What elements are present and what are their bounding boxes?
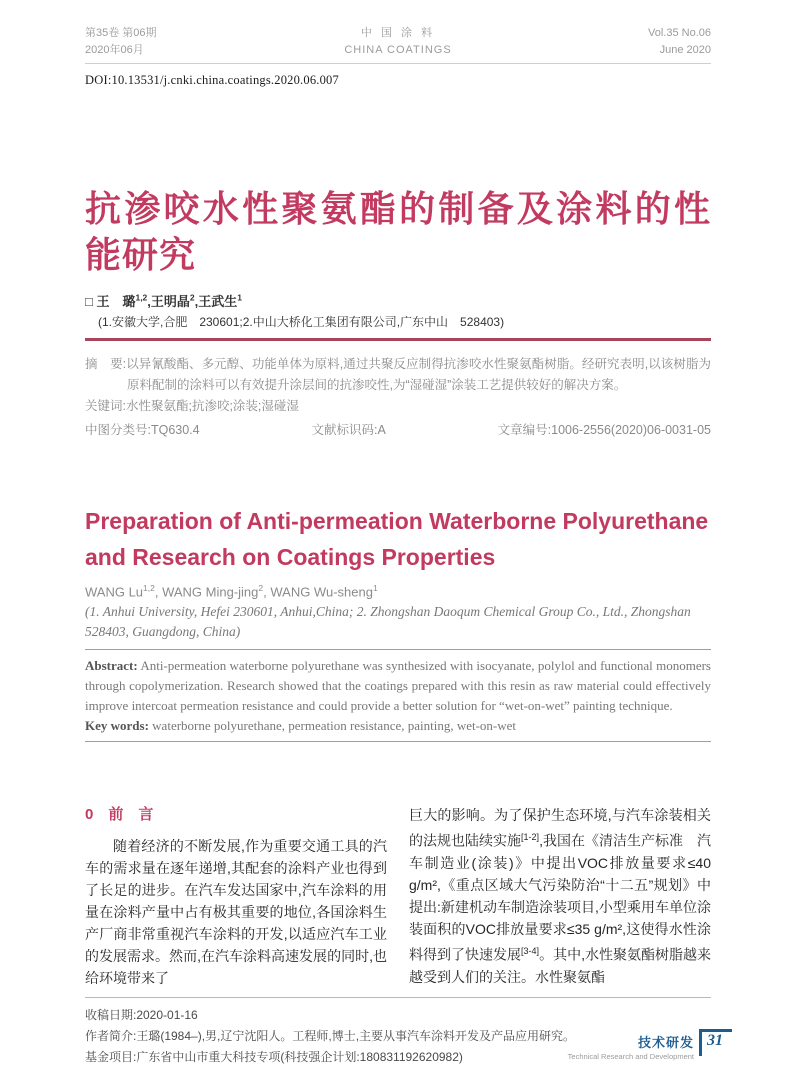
author-en-sup-2: 2: [258, 583, 264, 593]
author-en-1: WANG Lu: [85, 584, 144, 600]
keywords-en: [85, 716, 711, 736]
running-head-volume: [502, 25, 711, 59]
keywords-label-cn: 关键词:: [85, 399, 126, 413]
title-divider-rule: [85, 338, 711, 341]
received-date: 收稿日期:2020-01-16: [85, 1008, 198, 1023]
right-column: [409, 804, 711, 989]
volume-line2: June 2020: [659, 44, 712, 56]
keywords-text-cn: 水性聚氨酯;抗渗咬;涂装;湿碰湿: [125, 399, 299, 413]
page-footer-badge: [568, 1029, 732, 1061]
article-title-cn: 抗渗咬水性聚氨酯的制备及涂料的性能研究: [85, 188, 711, 275]
intro-paragraph-right-1: 巨大的影响。为了保护生态环境,与汽车涂装相关的法规也陆续实施: [409, 807, 711, 849]
journal-name-cn: 中 国 涂 料: [360, 27, 436, 39]
classification-row: [85, 420, 711, 441]
abstract-en: [85, 656, 711, 716]
citation-ref-2: [3-4]: [521, 945, 540, 956]
author-en-sup-1: 1,2: [143, 583, 155, 593]
abstract-bottom-rule: [85, 741, 711, 742]
author-sup-3: 1: [237, 292, 243, 303]
author-sup-2: 2: [189, 292, 195, 303]
author-2: ,王明晶: [147, 294, 190, 309]
issue-line1: 第35卷 第06期: [85, 27, 157, 39]
section-label-en: Technical Research and Development: [567, 1052, 694, 1061]
keywords-text-en: waterborne polyurethane, permeation resistance, painting, wet-on-wet: [148, 718, 517, 734]
author-en-2: , WANG Ming-jing: [154, 584, 259, 600]
author-bio: 作者简介:王璐(1984–),男,辽宁沈阳人。工程师,博士,主要从事汽车涂料开发及产品应用研究。: [85, 1029, 576, 1044]
introduction-section: [85, 804, 711, 989]
author-en-sup-3: 1: [372, 583, 378, 593]
document-code: 文献标识码:A: [311, 423, 386, 437]
author-sup-1: 1,2: [135, 292, 148, 303]
issue-line2: 2020年06月: [85, 44, 144, 56]
article-title-en: Preparation of Anti-permeation Waterborne Polyurethane and Research on Coatings Properties: [85, 508, 709, 570]
affiliation-en: (1. Anhui University, Hefei 230601, Anhui,China; 2. Zhongshan Daoqum Chemical Group Co., Ltd., Zhongshan 528403, Guangdong, China): [85, 604, 691, 640]
author-en-3: , WANG Wu-sheng: [263, 584, 373, 600]
abstract-label-cn: 摘 要:: [85, 357, 127, 371]
abstract-top-rule: [85, 649, 711, 650]
journal-name-en: CHINA COATINGS: [344, 44, 452, 56]
author-3: ,王武生: [194, 294, 238, 309]
section-heading: 0 前 言: [85, 806, 154, 824]
doi-text: DOI:10.13531/j.cnki.china.coatings.2020.06.007: [85, 73, 339, 87]
intro-paragraph-right-3: 。其中,水性聚氨酯树脂越来越受到人们的关注。水性聚氨酯: [409, 946, 712, 985]
volume-line1: Vol.35 No.06: [648, 27, 712, 39]
abstract-text-cn: 以异氰酸酯、多元醇、功能单体为原料,通过共聚反应制得抗渗咬水性聚氨酯树脂。经研究表明,以该树脂为原料配制的涂料可以有效提升涂层间的抗渗咬性,为“湿碰湿”涂装工艺提供较好的解决方案。: [126, 357, 711, 392]
left-column: [85, 804, 387, 989]
section-label-cn: 技术研发: [637, 1035, 694, 1050]
authors-en: [85, 583, 711, 599]
article-id: 文章编号:1006-2556(2020)06-0031-05: [497, 423, 711, 437]
keywords-label-en: Key words:: [85, 718, 149, 734]
citation-ref-1: [1-2]: [521, 832, 540, 843]
intro-paragraph-left: 随着经济的不断发展,作为重要交通工具的汽车的需求量在逐年递增,其配套的涂料产业也得到了长足的进步。在汽车发达国家中,汽车涂料的用量在涂料产量中占有极其重要的地位,各国涂料生产厂商非常重视汽车涂料的开发,以适应汽车工业的发展需求。然而,在汽车涂料高速发展的同时,也给环境带来了: [85, 838, 387, 987]
keywords-cn: [85, 396, 711, 417]
abstract-text-en: Anti-permeation waterborne polyurethane was synthesized with isocyanate, polylol and functional monomers through copolymerization. Research showed that the coatings prepared with this resin as raw material could effectively improve intercoat permeation resistance and could provide a better solution for “wet-on-wet” painting technique.: [85, 658, 711, 714]
fund-project: 基金项目:广东省中山市重大科技专项(科技强企计划:180831192620982): [85, 1050, 463, 1065]
abstract-label-en: Abstract:: [85, 658, 138, 674]
running-head-journal: [294, 25, 503, 59]
running-head: [85, 25, 711, 64]
running-head-issue: [85, 25, 294, 59]
affiliation-cn: (1.安徽大学,合肥 230601;2.中山大桥化工集团有限公司,广东中山 528403): [98, 315, 505, 329]
authors-cn: [85, 291, 711, 310]
page-number: 31: [699, 1029, 732, 1056]
clc-number: 中图分类号:TQ630.4: [85, 423, 200, 437]
intro-paragraph-right-2: ,我国在《清洁生产标准 汽车制造业(涂装)》中提出VOC排放量要求≤40 g/m²,《重点区域大气污染防治“十二五”规划》中提出:新建机动车制造涂装项目,小型乘用车单位涂装面积的VOC排放量要求≤35 g/m²,这使得水性涂料得到了快速发展: [409, 832, 712, 963]
author-marker-icon: □ 王 璐: [85, 294, 136, 309]
abstract-cn: [85, 354, 711, 396]
